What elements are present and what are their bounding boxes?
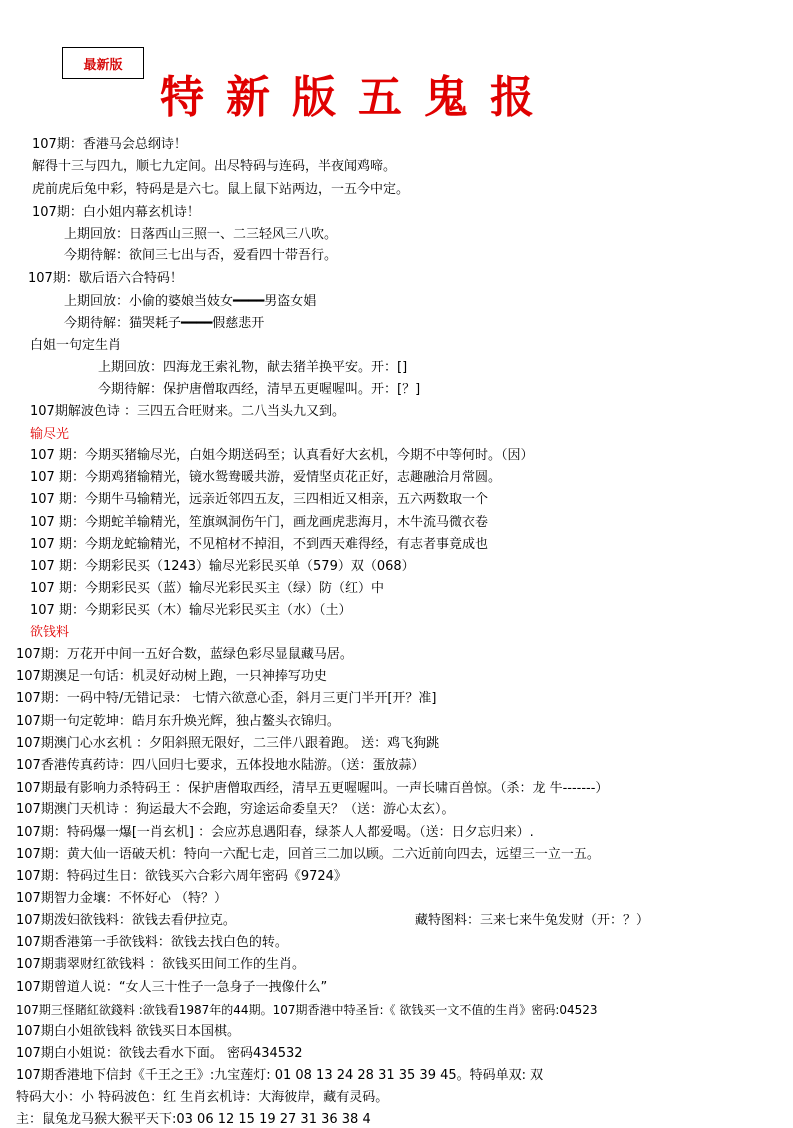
section-heading-money-material: 欲钱料	[30, 625, 70, 640]
text-line: 107期：歇后语六合特码！	[28, 271, 183, 286]
text-line: 107期翡翠财红欲钱料 ：欲钱买田间工作的生肖。	[16, 957, 305, 972]
text-line: 解得十三与四九，顺七九定间。出尽特码与连码，半夜闻鸡啼。	[32, 159, 397, 174]
text-line: 107 期：今期买猪输尽光，白姐今期送码至；认真看好大玄机，今期不中等何时。（因）	[30, 448, 534, 463]
text-line: 107 期：今期龙蛇输精光，不见棺材不掉泪，不到西天难得经，有志者事竟成也	[30, 537, 488, 552]
text-line: 107期香港第一手欲钱料：欲钱去找白色的转。	[16, 935, 288, 950]
section-heading-lose-all: 输尽光	[30, 427, 70, 442]
text-line: 107期解波色诗 ：三四五合旺财来。二八当头九又到。	[30, 404, 345, 419]
text-line: 107期：特码爆一爆[一肖玄机] ：会应苏息遇阳春，绿茶人人都爱喝。（送：日夕忘归来）.	[16, 825, 534, 840]
text-line: 上期回放：四海龙王索礼物，献去猪羊换平安。开：[]	[98, 360, 408, 375]
text-line: 虎前虎后兔中彩，特码是是六七。鼠上鼠下站两边，一五今中定。	[32, 182, 410, 197]
text-line: 107 期：今期蛇羊输精光，笙旗飒洞伤午门，画龙画虎悲海月，木牛流马微衣卷	[30, 515, 488, 530]
text-line: 107期泼妇欲钱料：欲钱去看伊拉克。	[16, 913, 236, 928]
text-line: 今期待解：保护唐僧取西经，清早五更喔喔叫。开：[？]	[98, 382, 421, 397]
text-line: 107期澳门天机诗 ：狗运最大不会跑，穷途运命委皇天？（送：游心太玄）。	[16, 802, 455, 817]
text-line: 107期白小姐欲钱料 欲钱买日本国棋。	[16, 1024, 240, 1039]
text-line: 107期智力金壤：不怀好心 （特？）	[16, 891, 227, 906]
text-line: 107期三怪賭紅欲錢料 :欲钱看1987年的44期。107期香港中特圣旨:《 欲钱买一文不值的生肖》密码:04523	[16, 1003, 598, 1017]
text-line: 107香港传真药诗：四八回归七要求，五体投地水陆游。（送：蛋放蒜）	[16, 758, 425, 773]
page-title: 特新版五鬼报	[160, 72, 556, 123]
text-line: 107期白小姐说：欲钱去看水下面。 密码434532	[16, 1046, 303, 1061]
text-line: 今期待解：猫哭耗子━━━━假慈悲开	[64, 316, 265, 331]
text-line: 特码大小：小 特码波色：红 生肖玄机诗：大海彼岸，藏有灵码。	[16, 1090, 389, 1105]
text-line: 107期香港地下信封《千王之王》:九宝莲灯: 01 08 13 24 28 31 35 39 45。特码单双: 双	[16, 1068, 544, 1083]
text-line: 107 期：今期鸡猪输精光，镜水鸳鸯暖共游，爱情坚贞花正好，志趣融洽月常圆。	[30, 470, 501, 485]
text-line: 上期回放：日落西山三照一、二三轻风三八吹。	[64, 227, 338, 242]
text-line: 107期：一码中特/无错记录： 七情六欲意心歪，斜月三更门半开[开？准]	[16, 691, 437, 706]
text-line: 藏特图料：三来七来牛兔发财（开：？）	[415, 913, 650, 928]
text-line: 107期：白小姐内幕玄机诗！	[32, 205, 200, 220]
text-line: 107期澳足一句话：机灵好动树上跑，一只神捧写功史	[16, 669, 327, 684]
text-line: 107期曾道人说：“女人三十性子一急身子一拽像什么”	[16, 980, 328, 995]
text-line: 107 期：今期牛马输精光，远亲近邻四五友，三四相近又相亲，五六两数取一个	[30, 492, 488, 507]
text-line: 107期：黄大仙一语破天机：特向一六配七走，回首三二加以顾。二六近前向四去，远望三一立一五。	[16, 847, 600, 862]
text-line: 107 期：今期彩民买（1243）输尽光彩民买单（579）双（068）	[30, 559, 415, 574]
text-line: 今期待解：欲间三七出与否，爱看四十带吾行。	[64, 248, 338, 263]
text-line: 107期：香港马会总纲诗！	[32, 137, 187, 152]
text-line: 107 期：今期彩民买（蓝）输尽光彩民买主（绿）防（红）中	[30, 581, 384, 596]
text-line: 白姐一句定生肖	[30, 338, 122, 353]
text-line: 107期：特码过生日：欲钱买六合彩六周年密码《9724》	[16, 869, 347, 884]
text-line: 107 期：今期彩民买（木）输尽光彩民买主（水）（土）	[30, 603, 352, 618]
text-line: 107期澳门心水玄机 ：夕阳斜照无限好，二三伴八跟着跑。 送：鸡飞狗跳	[16, 736, 440, 751]
text-line: 107期：万花开中间一五好合数，蓝绿色彩尽显鼠藏马居。	[16, 647, 353, 662]
text-line: 上期回放：小偷的婆娘当妓女━━━━男盗女娼	[64, 294, 317, 309]
latest-version-badge: 最新版	[62, 47, 144, 79]
text-line: 107期最有影响力杀特码王 ：保护唐僧取西经，清早五更喔喔叫。一声长啸百兽惊。（杀：龙 牛-------）	[16, 781, 609, 796]
text-line: 主：鼠兔龙马猴大猴平天下:03 06 12 15 19 27 31 36 38 4	[16, 1112, 371, 1127]
text-line: 107期一句定乾坤：皓月东升焕光辉，独占鳌头衣锦归。	[16, 714, 340, 729]
